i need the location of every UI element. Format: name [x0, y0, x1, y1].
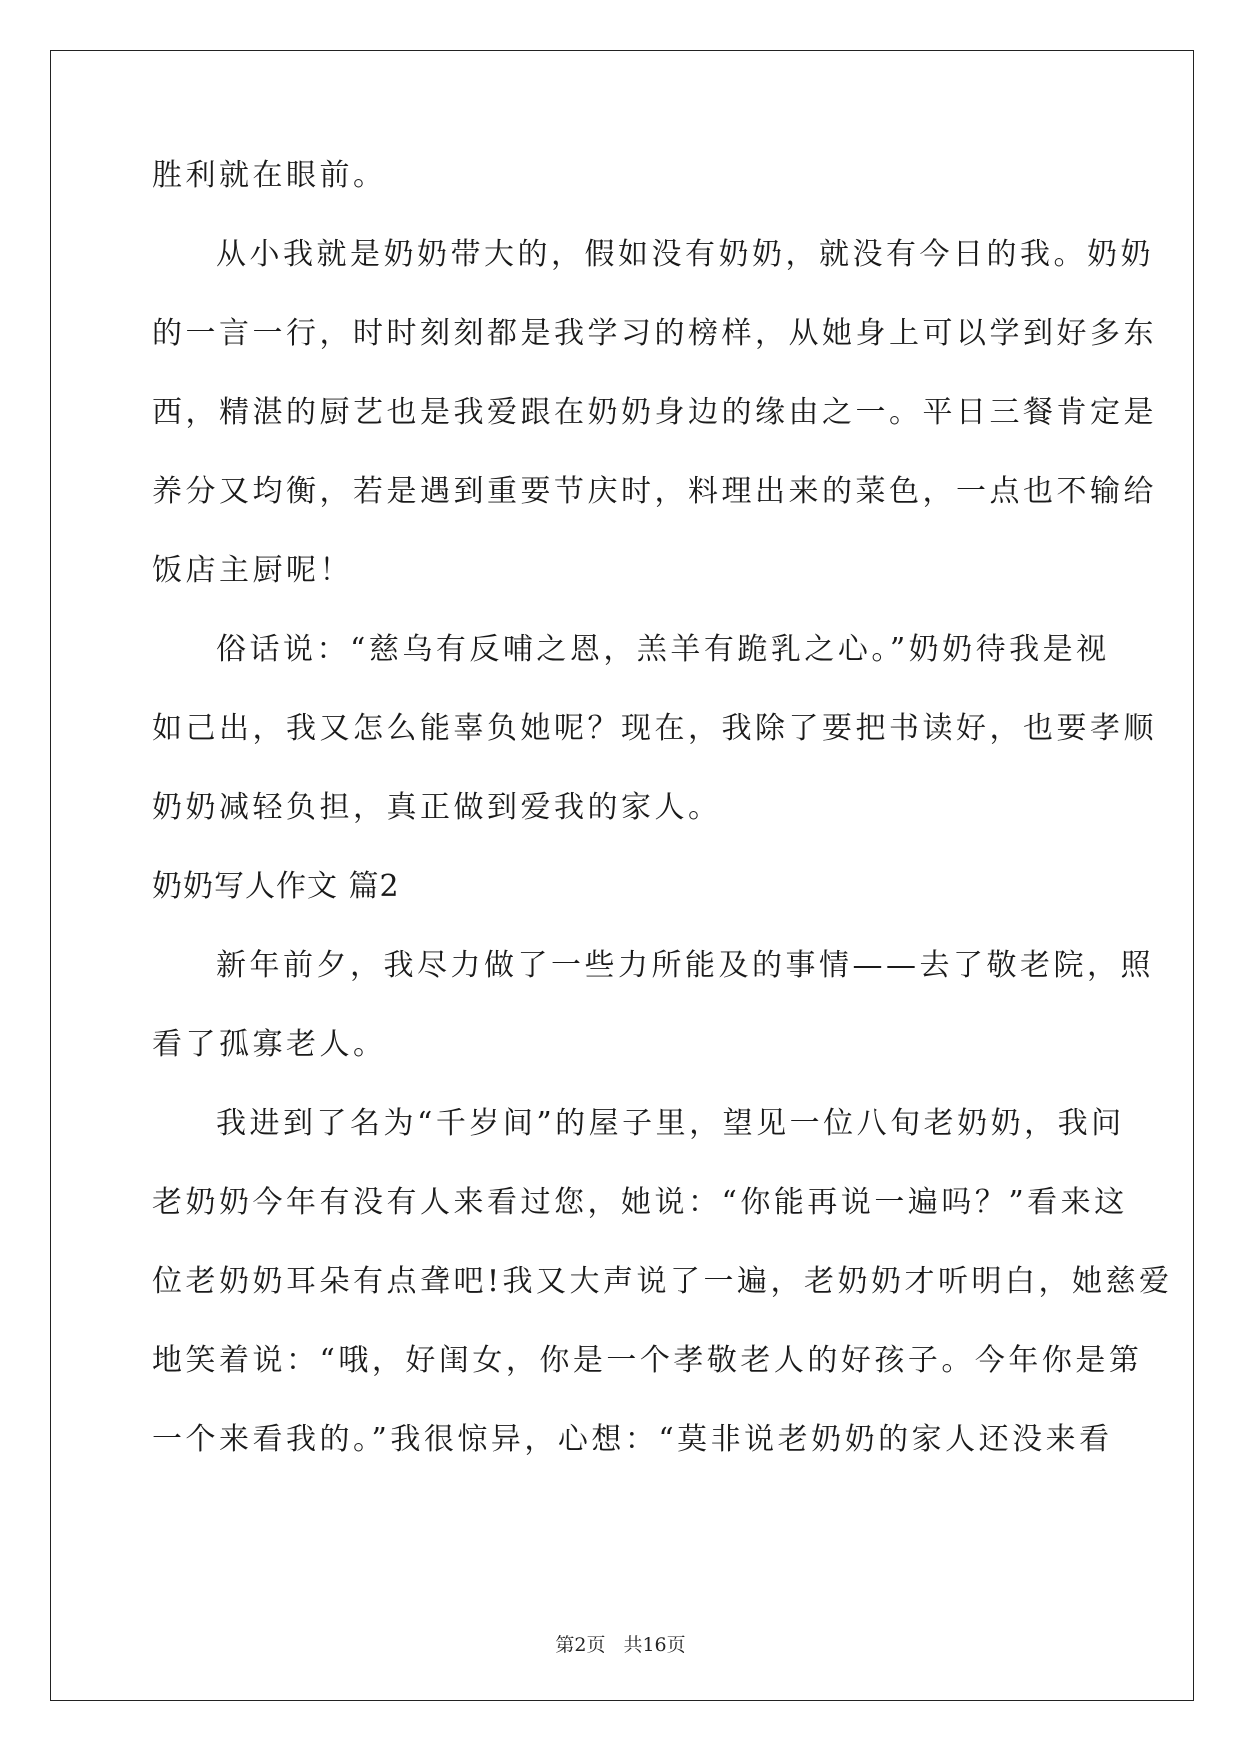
paragraph-line: 新年前夕，我尽力做了一些力所能及的事情——去了敬老院，照: [216, 948, 1154, 983]
document-body: [152, 156, 1173, 1499]
section-heading: 奶奶写人作文 篇2: [152, 869, 400, 904]
paragraph-line: 饭店主厨呢！: [152, 553, 353, 588]
paragraph-line: 的一言一行，时时刻刻都是我学习的榜样，从她身上可以学到好多东: [152, 316, 1157, 351]
page-footer: [0, 1633, 1241, 1657]
paragraph-line: 从小我就是奶奶带大的，假如没有奶奶，就没有今日的我。奶奶: [216, 237, 1154, 272]
paragraph-line: 老奶奶今年有没有人来看过您，她说：“你能再说一遍吗？”看来这: [152, 1185, 1128, 1220]
paragraph-line: 地笑着说：“哦，好闺女，你是一个孝敬老人的好孩子。今年你是第: [152, 1343, 1143, 1378]
paragraph-line: 如己出，我又怎么能辜负她呢？现在，我除了要把书读好，也要孝顺: [152, 711, 1157, 746]
paragraph-line: 一个来看我的。”我很惊异，心想：“莫非说老奶奶的家人还没来看: [152, 1422, 1113, 1457]
paragraph-line: 位老奶奶耳朵有点聋吧!我又大声说了一遍，老奶奶才听明白，她慈爱: [152, 1264, 1173, 1299]
current-page-number: 第2页: [555, 1634, 606, 1656]
paragraph-line: 看了孤寡老人。: [152, 1027, 387, 1062]
paragraph-line: 胜利就在眼前。: [152, 158, 387, 193]
total-page-count: 共16页: [623, 1634, 686, 1656]
paragraph-line: 俗话说：“慈乌有反哺之恩，羔羊有跪乳之心。”奶奶待我是视: [216, 632, 1110, 667]
paragraph-line: 西，精湛的厨艺也是我爱跟在奶奶身边的缘由之一。平日三餐肯定是: [152, 395, 1157, 430]
paragraph-line: 养分又均衡，若是遇到重要节庆时，料理出来的菜色，一点也不输给: [152, 474, 1157, 509]
paragraph-line: 奶奶减轻负担，真正做到爱我的家人。: [152, 790, 722, 825]
paragraph-line: 我进到了名为“千岁间”的屋子里，望见一位八旬老奶奶，我问: [216, 1106, 1125, 1141]
